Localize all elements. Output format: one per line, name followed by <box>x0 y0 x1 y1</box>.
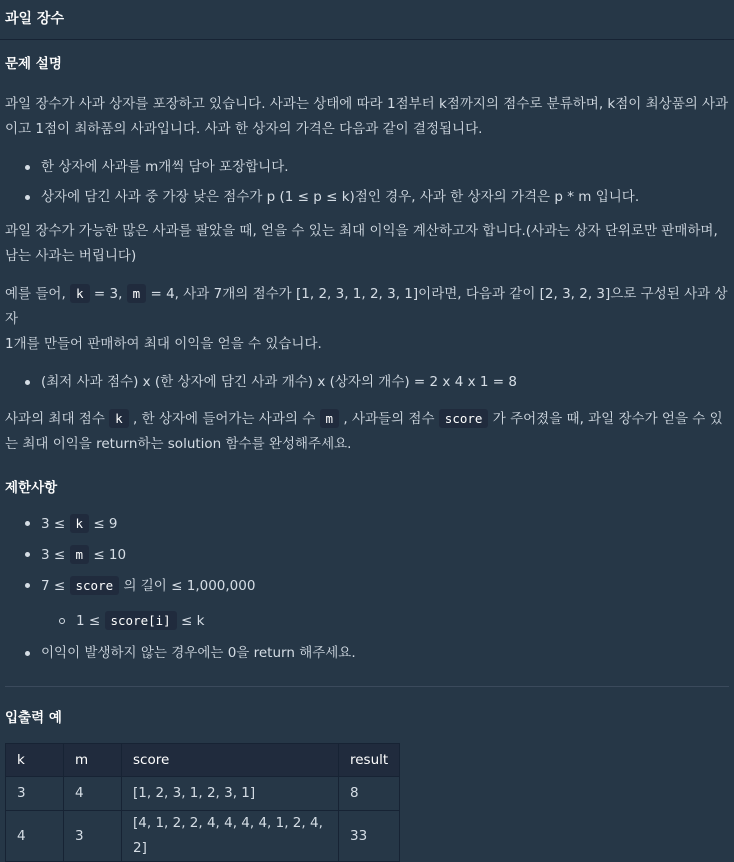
table-cell-result: 33 <box>339 811 400 862</box>
description-para-2 <box>5 219 729 269</box>
constraint-m-code: m <box>70 545 90 564</box>
profit-formula: (최저 사과 점수) x (한 상자에 담긴 사과 개수) x (상자의 개수) = 2 x 4 x 1 = 8 <box>5 370 729 395</box>
constraint-zero-profit: 이익이 발생하지 않는 경우에는 0을 return 해주세요. <box>5 641 729 666</box>
table-header-m: m <box>64 744 122 777</box>
task-score-code: score <box>439 409 489 428</box>
constraint-k-pre: 3 ≤ <box>41 516 66 532</box>
constraints-list-2 <box>5 641 729 666</box>
constraint-m <box>5 542 729 568</box>
constraint-m-post: ≤ 10 <box>93 547 127 563</box>
table-cell-k: 4 <box>6 811 64 862</box>
constraint-score-value-post: ≤ k <box>181 613 205 629</box>
section-divider <box>5 686 729 687</box>
constraint-k <box>5 511 729 537</box>
task-m-code: m <box>320 409 340 428</box>
table-cell-score: [1, 2, 3, 1, 2, 3, 1] <box>122 777 339 811</box>
table-row <box>6 811 400 862</box>
example-text-c: = 4, 사과 7개의 점수가 [1, 2, 3, 1, 2, 3, 1]이라면, 다음과 같이 [2, 3, 2, 3]으로 구성된 사과 상자 <box>5 286 728 327</box>
task-paragraph <box>5 406 729 457</box>
description-para-2-line-2: 남는 사과는 버립니다) <box>5 248 137 264</box>
constraints-list <box>5 511 729 599</box>
page-title: 과일 장수 <box>5 11 64 27</box>
table-cell-m: 3 <box>64 811 122 862</box>
example-text-b: = 3, <box>93 286 123 302</box>
pricing-rules-list <box>5 155 729 210</box>
task-text-d: 가 주어졌을 때, 과일 장수가 얻을 수 있 <box>492 411 723 427</box>
description-heading: 문제 설명 <box>5 56 62 72</box>
constraint-score-length <box>5 573 729 599</box>
description-para-1-line-2: 이고 1점이 최하품의 사과입니다. 사과 한 상자의 가격은 다음과 같이 결정됩니다. <box>5 121 483 137</box>
constraint-k-post: ≤ 9 <box>93 516 118 532</box>
task-text-c: , 사과들의 점수 <box>343 411 435 427</box>
example-paragraph <box>5 281 729 357</box>
examples-table <box>5 743 400 862</box>
constraints-heading: 제한사항 <box>5 480 58 496</box>
constraint-score-code: score <box>70 576 120 595</box>
description-para-2-line-1: 과일 장수가 가능한 많은 사과를 팔았을 때, 얻을 수 있는 최대 이익을 계산하고자 합니다.(사과는 상자 단위로만 판매하며, <box>5 223 718 239</box>
table-cell-k: 3 <box>6 777 64 811</box>
pricing-rule-2: 상자에 담긴 사과 중 가장 낮은 점수가 p (1 ≤ p ≤ k)점인 경우, 사과 한 상자의 가격은 p * m 입니다. <box>5 185 729 210</box>
table-header-k: k <box>6 744 64 777</box>
constraint-score-post: 의 길이 ≤ 1,000,000 <box>123 578 256 594</box>
constraints-sublist <box>5 608 729 634</box>
examples-table-header-row <box>6 744 400 777</box>
constraint-score-value-pre: 1 ≤ <box>76 613 101 629</box>
table-cell-result: 8 <box>339 777 400 811</box>
pricing-rule-1: 한 상자에 사과를 m개씩 담아 포장합니다. <box>5 155 729 180</box>
task-k-code: k <box>109 409 129 428</box>
table-cell-score: [4, 1, 2, 2, 4, 4, 4, 4, 1, 2, 4, 2] <box>122 811 339 862</box>
example-text-line-2: 1개를 만들어 판매하여 최대 이익을 얻을 수 있습니다. <box>5 336 322 352</box>
example-text-a: 예를 들어, <box>5 286 66 302</box>
task-text-b: , 한 상자에 들어가는 사과의 수 <box>133 411 316 427</box>
example-m-code: m <box>127 284 147 303</box>
table-header-result: result <box>339 744 400 777</box>
page-header <box>0 0 734 40</box>
problem-content <box>0 52 734 862</box>
task-text-line-2: 는 최대 이익을 return하는 solution 함수를 완성해주세요. <box>5 436 352 452</box>
constraint-m-pre: 3 ≤ <box>41 547 66 563</box>
constraint-k-code: k <box>70 514 90 533</box>
table-row <box>6 777 400 811</box>
formula-list <box>5 370 729 395</box>
task-text-a: 사과의 최대 점수 <box>5 411 105 427</box>
description-para-1 <box>5 92 729 142</box>
constraint-score-pre: 7 ≤ <box>41 578 66 594</box>
examples-heading: 입출력 예 <box>5 710 62 726</box>
constraint-score-value-code: score[i] <box>105 611 177 630</box>
example-k-code: k <box>70 284 90 303</box>
constraint-score-value <box>5 608 729 634</box>
description-para-1-line-1: 과일 장수가 사과 상자를 포장하고 있습니다. 사과는 상태에 따라 1점부터 k점까지의 점수로 분류하며, k점이 최상품의 사과 <box>5 96 729 112</box>
table-header-score: score <box>122 744 339 777</box>
table-cell-m: 4 <box>64 777 122 811</box>
